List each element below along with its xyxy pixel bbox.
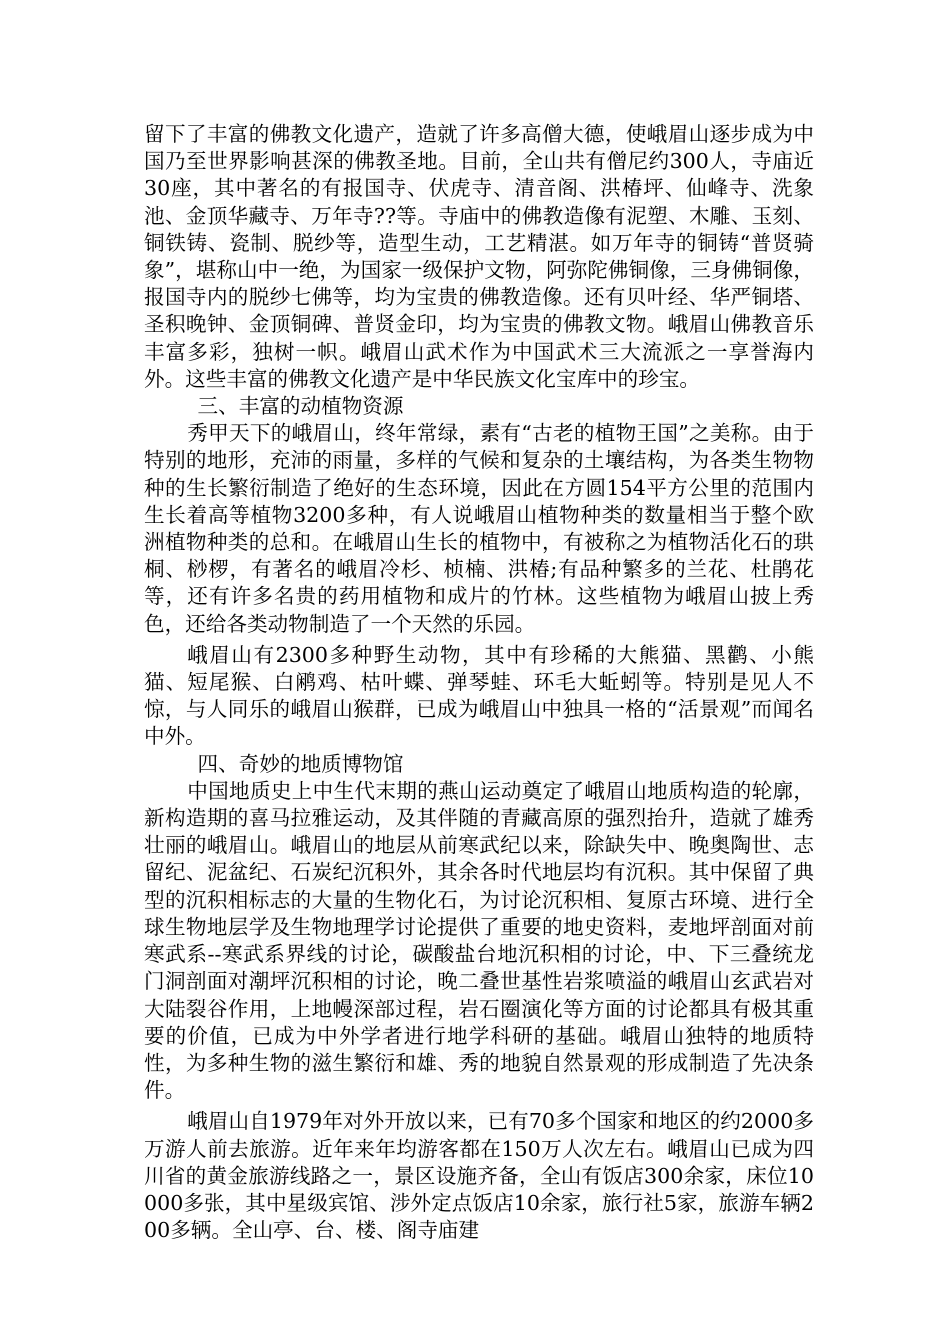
section-heading-geology-museum: 四、奇妙的地质博物馆 <box>197 751 404 776</box>
paragraph-geology: 中国地质史上中生代末期的燕山运动奠定了峨眉山地质构造的轮廓，新构造期的喜马拉雅运动，及其伴随的青藏高原的强烈抬升，造就了雄秀壮丽的峨眉山。峨眉山的地层从前寒武纪以来，除缺失中、晚奥陶世、志留纪、泥盆纪、石炭纪沉积外，其余各时代地层均有沉积。其中保留了典型的沉积相标志的大量的生物化石，为讨论沉积相、复原古环境、进行全球生物地层学及生物地理学讨论提供了重要的地史资料，麦地坪剖面对前寒武系--寒武系界线的讨论，碳酸盐台地沉积相的讨论，中、下三叠统龙门洞剖面对潮坪沉积相的讨论，晚二叠世基性岩浆喷溢的峨眉山玄武岩对大陆裂谷作用，上地幔深部过程，岩石圈演化等方面的讨论都具有极其重要的价值，已成为中外学者进行地学科研的基础。峨眉山独特的地质特性，为多种生物的滋生繁衍和雄、秀的地貌自然景观的形成制造了先决条件。 <box>144 778 814 1103</box>
section-heading-flora-fauna: 三、丰富的动植物资源 <box>197 394 404 419</box>
document-page <box>144 121 814 1244</box>
paragraph-buddhist-heritage: 留下了丰富的佛教文化遗产，造就了许多高僧大德，使峨眉山逐步成为中国乃至世界影响甚深的佛教圣地。目前，全山共有僧尼约300人，寺庙近30座，其中著名的有报国寺、伏虎寺、清音阁、洪椿坪、仙峰寺、洗象池、金顶华藏寺、万年寺??等。寺庙中的佛教造像有泥塑、木雕、玉刻、铜铁铸、瓷制、脱纱等，造型生动，工艺精湛。如万年寺的铜铸“普贤骑象”，堪称山中一绝，为国家一级保护文物，阿弥陀佛铜像，三身佛铜像，报国寺内的脱纱七佛等，均为宝贵的佛教造像。还有贝叶经、华严铜塔、圣积晚钟、金顶铜碑、普贤金印，均为宝贵的佛教文物。峨眉山佛教音乐丰富多彩，独树一帜。峨眉山武术作为中国武术三大流派之一享誉海内外。这些丰富的佛教文化遗产是中华民族文化宝库中的珍宝。 <box>144 122 814 391</box>
paragraph-wildlife: 峨眉山有2300多种野生动物，其中有珍稀的大熊猫、黑鹳、小熊猫、短尾猴、白鹇鸡、枯叶蝶、弹琴蛙、环毛大蚯蚓等。特别是见人不惊，与人同乐的峨眉山猴群，已成为峨眉山中独具一格的“活景观”而闻名中外。 <box>144 642 814 749</box>
paragraph-plant-kingdom: 秀甲天下的峨眉山，终年常绿，素有“古老的植物王国”之美称。由于特别的地形，充沛的雨量，多样的气候和复杂的土壤结构，为各类生物物种的生长繁衍制造了绝好的生态环境，因此在方圆154平方公里的范围内生长着高等植物3200多种，有人说峨眉山植物种类的数量相当于整个欧洲植物种类的总和。在峨眉山生长的植物中，有被称之为植物活化石的珙桐、桫椤，有著名的峨眉冷杉、桢楠、洪椿;有品种繁多的兰花、杜鹃花等，还有许多名贵的药用植物和成片的竹林。这些植物为峨眉山披上秀色，还给各类动物制造了一个天然的乐园。 <box>144 421 814 636</box>
paragraph-tourism: 峨眉山自1979年对外开放以来，已有70多个国家和地区的约2000多万游人前去旅游。近年来年均游客都在150万人次左右。峨眉山已成为四川省的黄金旅游线路之一，景区设施齐备，全山有饭店300余家，床位10000多张，其中星级宾馆、涉外定点饭店10余家，旅行社5家，旅游车辆200多辆。全山亭、台、楼、阁寺庙建 <box>144 1109 814 1243</box>
